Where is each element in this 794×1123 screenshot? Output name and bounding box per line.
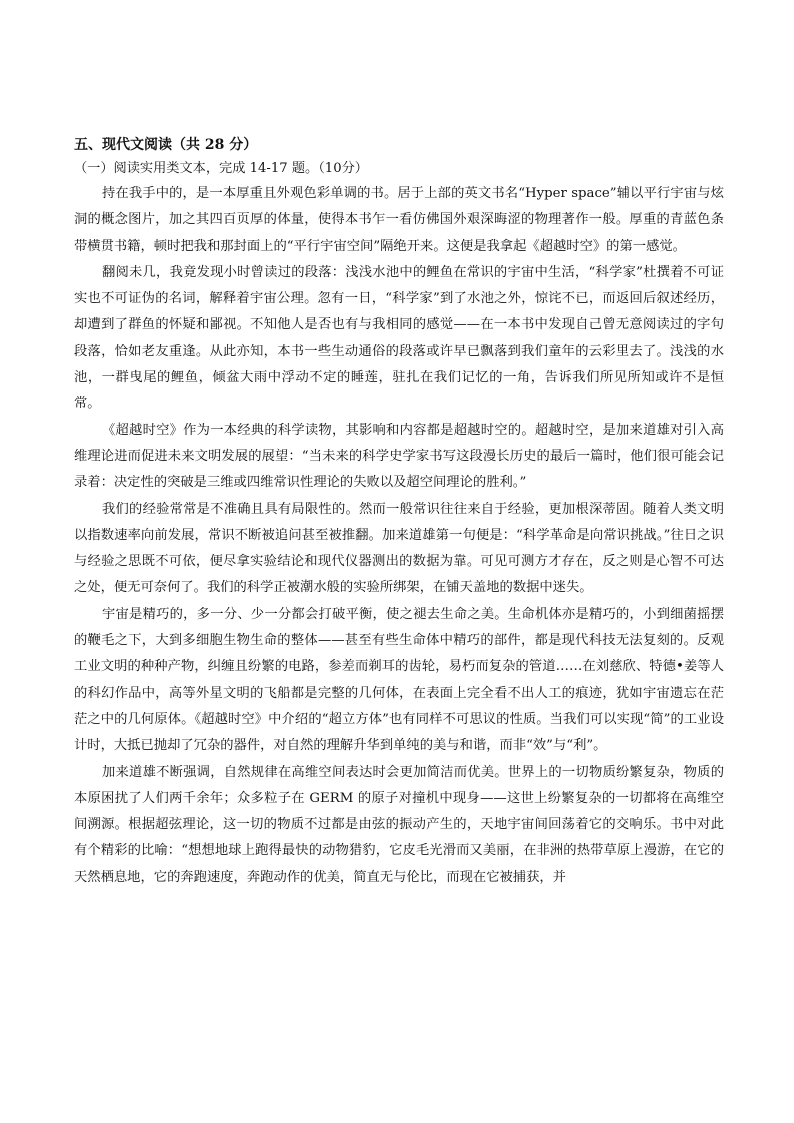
section-subheading: （一）阅读实用类文本，完成 14-17 题。（10分） <box>74 161 368 176</box>
paragraph-2: 翻阅未几，我竟发现小时曾读过的段落：浅浅水池中的鲤鱼在常识的宇宙中生活，“科学家”杜撰着不可证实也不可证伪的名词，解释着宇宙公理。忽有一日，“科学家”到了水池之外，惊诧不已，而返回后叙述经历，却遭到了群鱼的怀疑和鄙视。不知他人是否也有与我相同的感觉——在一本书中发现自己曾无意阅读过的字句段落，恰如老友重逢。从此亦知，本书一些生动通俗的段落或许早已飘落到我们童年的云彩里去了。浅浅的水池，一群曳尾的鲤鱼，倾盆大雨中浮动不定的睡莲，驻扎在我们记忆的一角，告诉我们所见所知或许不是恒常。 <box>74 264 724 412</box>
section-heading: 五、现代文阅读（共 28 分） <box>74 137 258 153</box>
paragraph-5: 宇宙是精巧的，多一分、少一分都会打破平衡，使之褪去生命之美。生命机体亦是精巧的，小到细菌摇摆的鞭毛之下，大到多细胞生物生命的整体——甚至有些生命体中精巧的部件，都是现代科技无法复刻的。反观工业文明的种种产物，纠缠且纷繁的电路，参差而剃耳的齿轮，易朽而复杂的管道……在刘慈欣、特德•姜等人的科幻作品中，高等外星文明的飞船都是完整的几何体，在表面上完全看不出人工的痕迹，犹如宇宙遗忘在茫茫之中的几何原体。《超越时空》中介绍的“超立方体”也有同样不可思议的性质。当我们可以实现“简”的工业设计时，大抵已抛却了冗杂的器件，对自然的理解升华到单纯的美与和谐，而非“效”与“利”。 <box>74 606 724 754</box>
paragraph-1: 持在我手中的，是一本厚重且外观色彩单调的书。居于上部的英文书名“Hyper space”辅以平行宇宙与炫洞的概念图片，加之其四百页厚的体量，使得本书乍一看仿佛国外艰深晦涩的物理著作一般。厚重的青蓝色条带横贯书籍，顿时把我和那封面上的“平行宇宙空间”隔绝开来。这便是我拿起《超越时空》的第一感觉。 <box>74 186 724 254</box>
reading-section <box>74 133 724 891</box>
paragraph-6: 加来道雄不断强调，自然规律在高维空间表达时会更加简洁而优美。世界上的一切物质纷繁复杂，物质的本原困扰了人们两千余年；众多粒子在 GERM 的原子对撞机中现身——这世上纷繁复杂的一切都将在高维空间溯源。根据超弦理论，这一切的物质不过都是由弦的振动产生的，天地宇宙间回荡着它的交响乐。书中对此有个精彩的比喻：“想想地球上跑得最快的动物猎豹，它皮毛光滑而又美丽，在非洲的热带草原上漫游，在它的天然栖息地，它的奔跑速度，奔跑动作的优美，简直无与伦比，而现在它被捕获，并 <box>74 764 724 885</box>
paragraph-4: 我们的经验常常是不准确且具有局限性的。然而一般常识往往来自于经验，更加根深蒂固。随着人类文明以指数速率向前发展，常识不断被追问甚至被推翻。加来道雄第一句便是：“科学革命是向常识挑战。”往日之识与经验之思既不可依，便尽拿实验结论和现代仪器测出的数据为靠。可见可测方才存在，反之则是心智不可达之处，便无可奈何了。我们的科学正被潮水般的实验所绑架，在铺天盖地的数据中迷失。 <box>74 501 724 596</box>
paragraph-3: 《超越时空》作为一本经典的科学读物，其影响和内容都是超越时空的。超越时空，是加来道雄对引入高维理论进而促进未来文明发展的展望：“当未来的科学史学家书写这段漫长历史的最后一篇时，他们很可能会记录着：决定性的突破是三维或四维常识性理论的失败以及超空间理论的胜利。” <box>74 422 724 491</box>
